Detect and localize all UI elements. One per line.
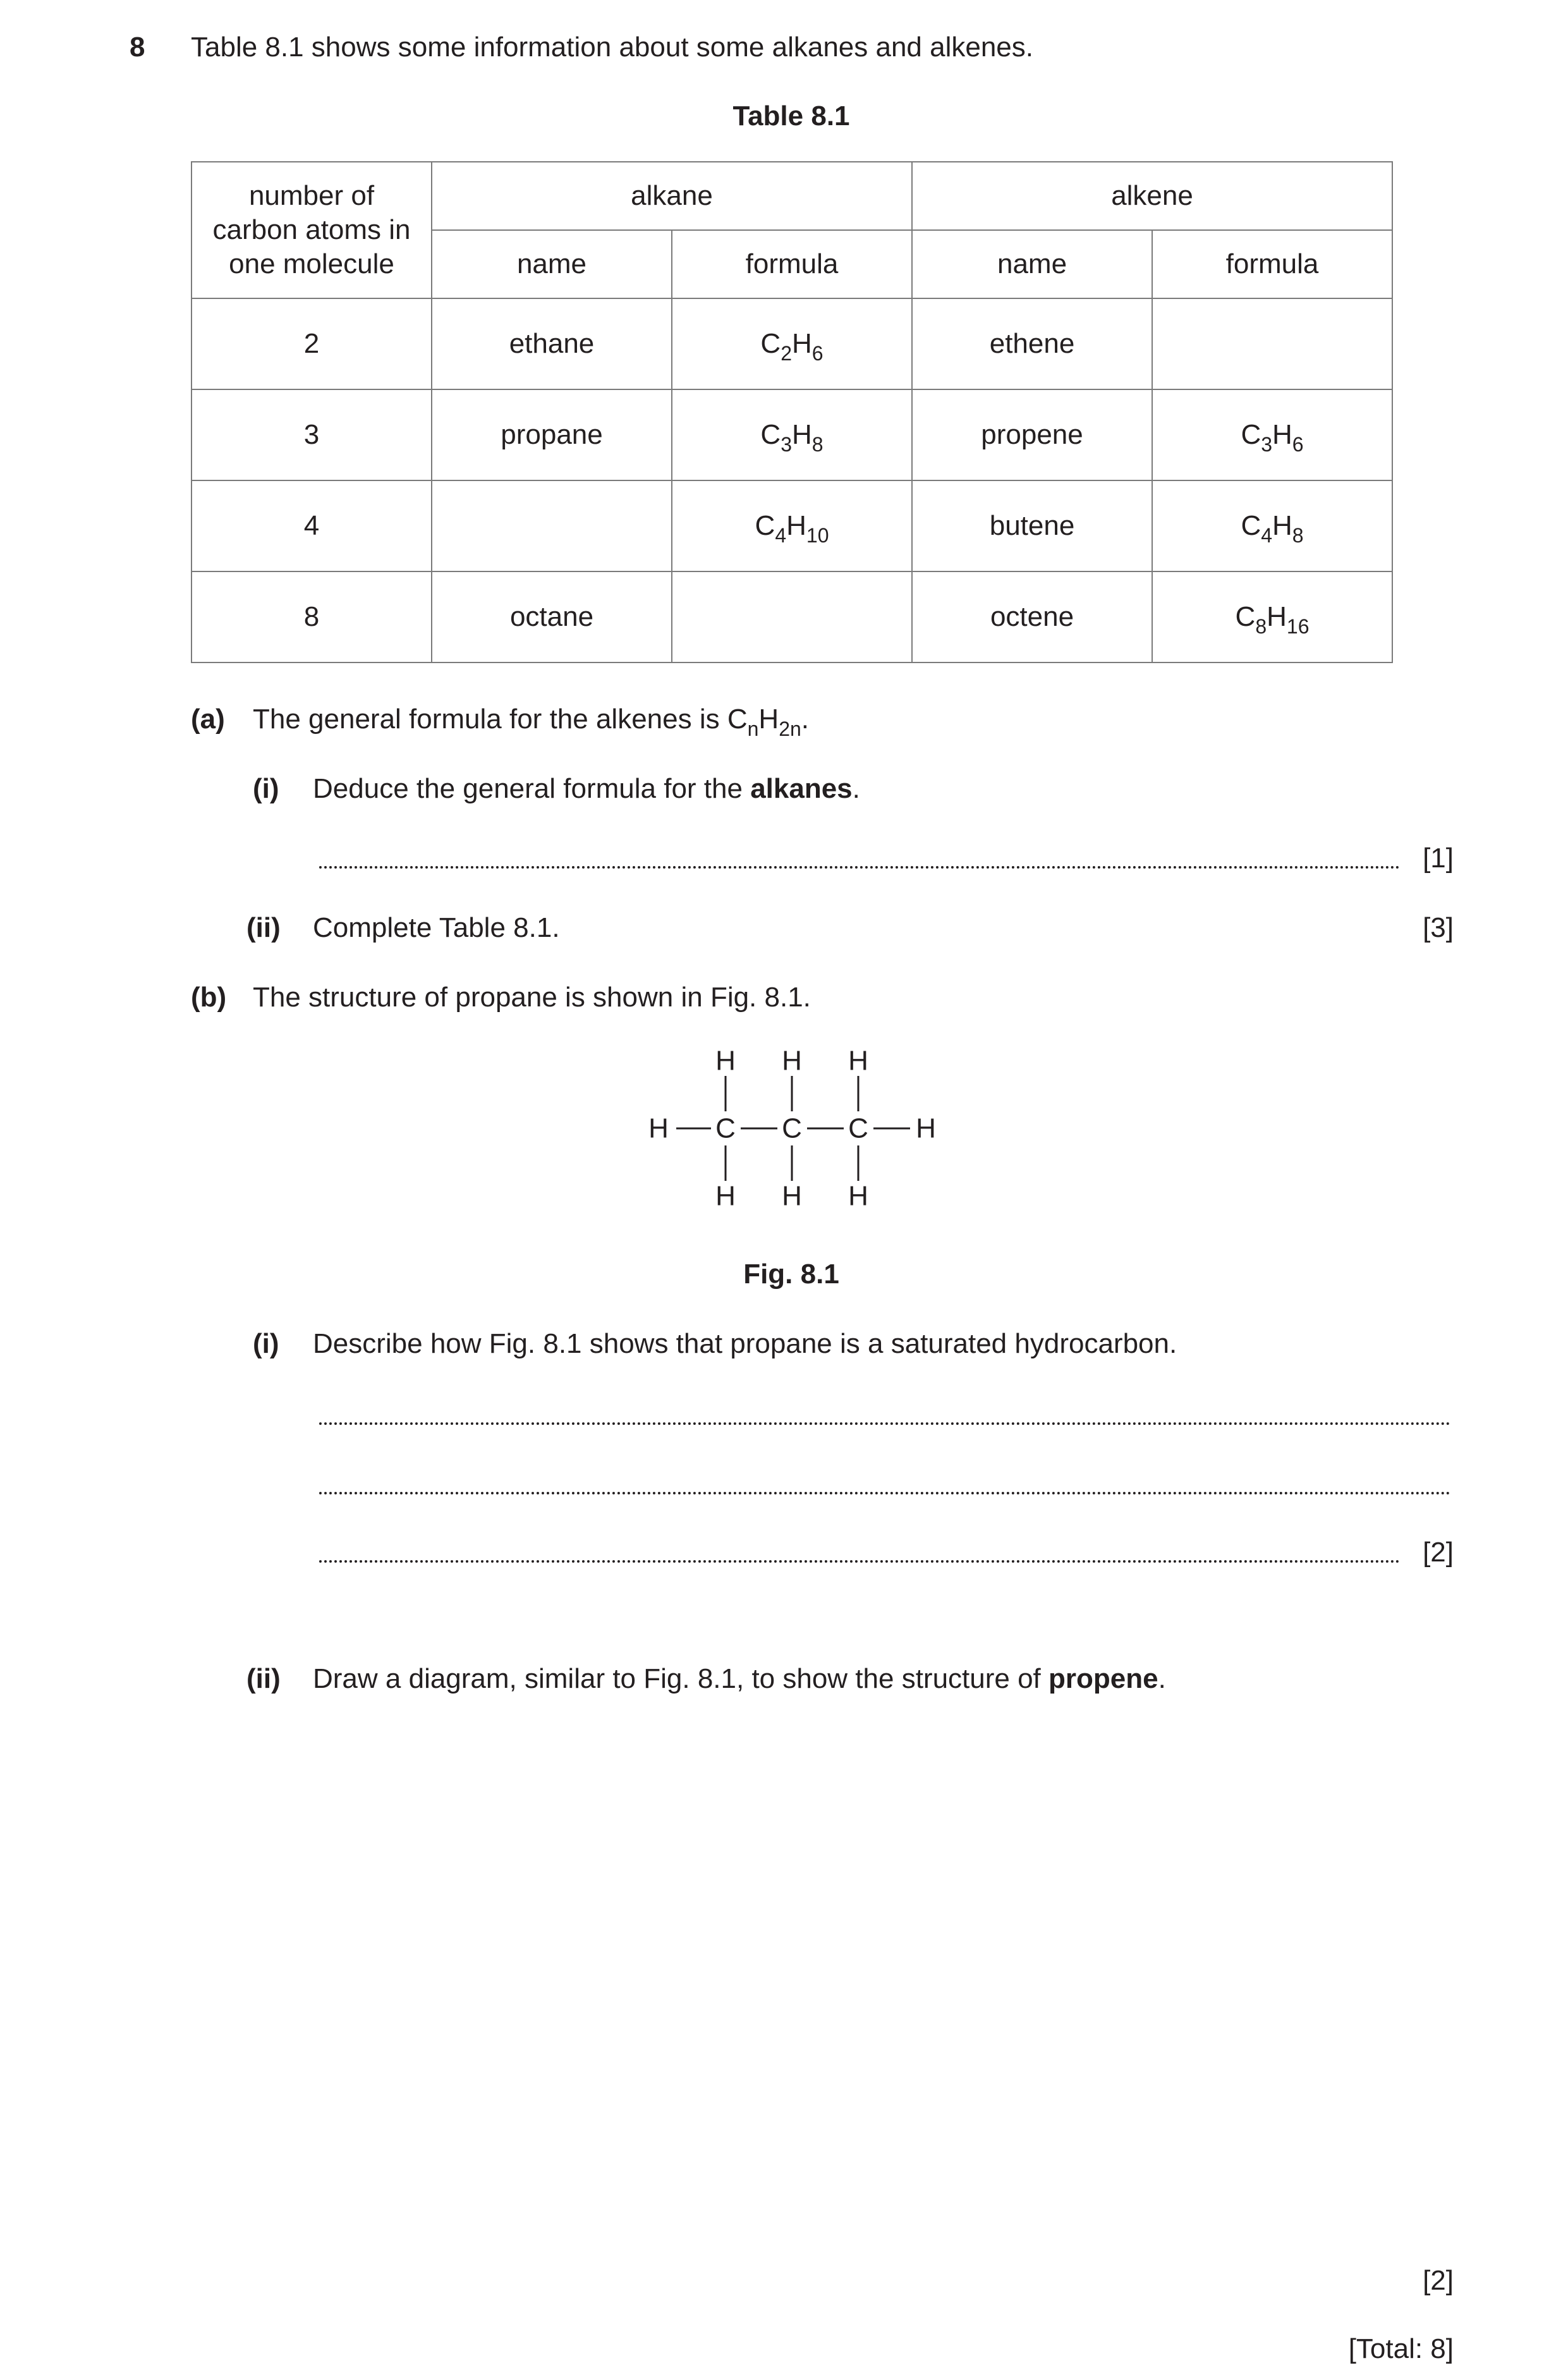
table-row xyxy=(191,480,1392,571)
part-b-i-label: (i) xyxy=(253,1328,279,1359)
marks-a-ii: [3] xyxy=(1423,912,1454,943)
part-a-i-text: Deduce the general formula for the alkanes. xyxy=(313,773,860,804)
part-b-ii-text: Draw a diagram, similar to Fig. 8.1, to show the structure of propene. xyxy=(313,1663,1166,1694)
question-intro: Table 8.1 shows some information about some alkanes and alkenes. xyxy=(191,32,1033,63)
header-alkene-formula: formula xyxy=(1152,230,1392,298)
cell-alkane-name: octane xyxy=(432,571,672,662)
answer-line[interactable] xyxy=(319,866,1400,869)
part-b-label: (b) xyxy=(191,982,227,1013)
atom-h: H xyxy=(916,1113,936,1144)
atom-c: C xyxy=(782,1113,802,1144)
part-a-ii-label: (ii) xyxy=(246,912,281,943)
cell-carbons: 3 xyxy=(191,389,432,480)
part-a-text: The general formula for the alkenes is $C_nH_{2n}$. xyxy=(253,704,810,740)
figure-caption: Fig. 8.1 xyxy=(743,1259,839,1290)
cell-alkene-name: propene xyxy=(912,389,1152,480)
cell-alkene-name: butene xyxy=(912,480,1152,571)
atom-h: H xyxy=(848,1045,868,1077)
cell-alkane-name: propane xyxy=(432,389,672,480)
cell-alkene-formula: $C_4H_8$ xyxy=(1152,480,1392,571)
header-alkene: alkene xyxy=(912,162,1392,230)
part-b-ii-label: (ii) xyxy=(246,1663,281,1694)
cell-alkene-formula: $C_3H_6$ xyxy=(1152,389,1392,480)
table-row xyxy=(191,389,1392,480)
atom-h: H xyxy=(782,1180,802,1212)
part-a-label: (a) xyxy=(191,704,225,735)
header-alkane-formula: formula xyxy=(672,230,912,298)
cell-alkane-formula: $C_2H_6$ xyxy=(672,298,912,389)
cell-alkene-name: ethene xyxy=(912,298,1152,389)
marks-b-i: [2] xyxy=(1423,1537,1454,1568)
cell-alkane-name-blank[interactable] xyxy=(432,480,672,571)
question-number: 8 xyxy=(130,32,145,63)
atom-c: C xyxy=(848,1113,868,1144)
cell-alkene-formula: $C_8H_{16}$ xyxy=(1152,571,1392,662)
marks-b-ii: [2] xyxy=(1423,2265,1454,2296)
cell-alkane-formula-blank[interactable] xyxy=(672,571,912,662)
answer-line[interactable] xyxy=(319,1560,1400,1563)
header-alkane-name: name xyxy=(432,230,672,298)
atom-h: H xyxy=(715,1180,736,1212)
cell-carbons: 2 xyxy=(191,298,432,389)
atom-h: H xyxy=(782,1045,802,1077)
part-b-i-text: Describe how Fig. 8.1 shows that propane is a saturated hydrocarbon. xyxy=(313,1328,1177,1359)
cell-carbons: 4 xyxy=(191,480,432,571)
table-caption: Table 8.1 xyxy=(732,101,850,131)
answer-line[interactable] xyxy=(319,1492,1450,1494)
cell-alkene-formula-blank[interactable] xyxy=(1152,298,1392,389)
drawing-area[interactable] xyxy=(313,1732,1450,2250)
total-marks: [Total: 8] xyxy=(1348,2333,1454,2364)
atom-h: H xyxy=(848,1180,868,1212)
atom-h: H xyxy=(715,1045,736,1077)
header-carbon-atoms: number of carbon atoms in one molecule xyxy=(191,162,432,298)
part-a-ii-text: Complete Table 8.1. xyxy=(313,912,560,943)
header-alkene-name: name xyxy=(912,230,1152,298)
propane-structure xyxy=(632,1037,961,1226)
table-row xyxy=(191,298,1392,389)
cell-alkane-formula: $C_3H_8$ xyxy=(672,389,912,480)
part-a-i-label: (i) xyxy=(253,773,279,804)
answer-line[interactable] xyxy=(319,1422,1450,1425)
alkane-alkene-table xyxy=(191,161,1393,663)
table-row xyxy=(191,571,1392,662)
cell-alkane-name: ethane xyxy=(432,298,672,389)
cell-alkene-name: octene xyxy=(912,571,1152,662)
atom-c: C xyxy=(715,1113,736,1144)
cell-alkane-formula: $C_4H_{10}$ xyxy=(672,480,912,571)
marks-a-i: [1] xyxy=(1423,843,1454,874)
atom-h: H xyxy=(648,1113,669,1144)
part-b-text: The structure of propane is shown in Fig. 8.1. xyxy=(253,982,811,1013)
header-alkane: alkane xyxy=(432,162,912,230)
cell-carbons: 8 xyxy=(191,571,432,662)
